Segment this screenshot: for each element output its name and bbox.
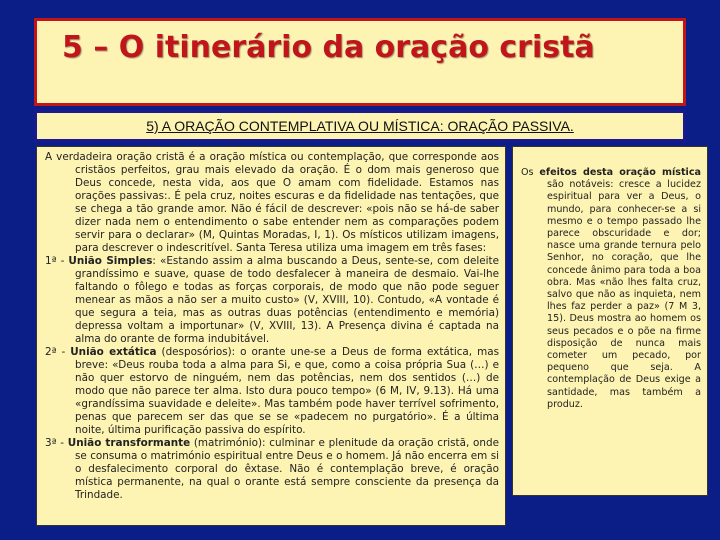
union-transforming-paragraph — [45, 437, 499, 502]
paragraph-prefix: Os — [521, 167, 540, 178]
intro-paragraph: A verdadeira oração cristã é a oração mística ou contemplação, que corresponde aos cristãos perfeitos, grau mais elevado da oração. É o dom mais generoso que Deus concede, nesta vida, aos que O amam com fidelidade. Estamos nas orações passivas:. É pela cruz, noites escuras e da fidelidade nas tentações, que se chega a tão grande amor. Não é fácil de descrever: «pois não se há-de saber dizer nada nem o entendimento o sabe entender nem as comparações podem servir para o declarar» (M, Quintas Moradas, I, 1). Os místicos utilizam imagens, para descrever o indescritível. Santa Teresa utiliza uma imagem em três fases: — [45, 151, 499, 254]
paragraph-prefix: 3ª - — [45, 437, 68, 449]
paragraph-prefix: 2ª - — [45, 346, 71, 358]
paragraph-heading: União transformante — [67, 437, 191, 449]
paragraph-prefix: 1ª - — [45, 255, 69, 267]
subtitle-banner — [34, 110, 686, 142]
union-ecstatic-paragraph — [45, 346, 499, 437]
slide-title: 5 – O itinerário da oração cristã — [62, 30, 595, 65]
main-text-box — [36, 146, 506, 526]
side-text-box — [512, 146, 708, 496]
paragraph-heading: União extática — [70, 346, 157, 358]
union-simple-paragraph — [45, 255, 499, 346]
slide-subtitle: 5) A ORAÇÃO CONTEMPLATIVA OU MÍSTICA: ORAÇÃO PASSIVA. — [146, 118, 574, 134]
paragraph-heading: União Simples — [68, 255, 153, 267]
paragraph-body: : «Estando assim a alma buscando a Deus, sente-se, com deleite grandíssimo e suave, quase de todo desfalecer à maneira de desmaio. Vai-lhe faltando o fôlego e todas as forças corporais, de modo que não pode seguer menear as mãos a não ser a muito custo» (V, XVIII, 10). Contudo, «A vontade é que segura a teia, mas as outras duas potências (entendimento e memória) depressa voltam a importunar» (V, XVIII, 13). A Presença divina é captada na alma do orante de forma indubitável. — [75, 255, 499, 345]
paragraph-heading: efeitos desta oração mística — [539, 167, 701, 178]
paragraph-body: são notáveis: cresce a lucidez espiritual para ver a Deus, o mundo, para conhecer-se a si mesmo e o tempo passado lhe parece obscuridade e dor; nasce uma grande ternura pelo Senhor, no coração, que lhe concede ânimo para toda a boa obra. Mas «não lhes falta cruz, salvo que não as inquieta, nem lhes faz perder a paz» (7 M 3, 15). Deus mostra ao homem os seus pecados e o põe na firme disposição de nunca mais cometer um pecado, por pequeno que seja. A contemplação de Deus exige a santidade, mas também a produz. — [547, 179, 701, 410]
effects-paragraph — [521, 167, 701, 411]
paragraph-body: (desposórios): o orante une-se a Deus de forma extática, mas breve: «Deus rouba toda a alma para Si, e que, como a coisa própria Sua (…) e não quer estorvo de ninguém, nem das potências, nem dos sentidos (…) de modo que não parece ter alma. Isto dura pouco tempo» (6 M, IV, 9.13). Há uma «grandíssima suavidade e deleite». Mas também pode haver terrível sofrimento, penas que parecem ser das que se se «padecem no purgatório». É a última noite, última purificação passiva do espírito. — [75, 346, 499, 436]
paragraph-body: (matrimónio): culminar e plenitude da oração cristã, onde se consuma o matrimónio espiritual entre Deus e o homem. Já não encerra em si o desfalecimento corporal do êxtase. Não é contemplação breve, é oração mística permanente, na qual o orante está sempre consciente da presença da Trindade. — [75, 437, 499, 501]
